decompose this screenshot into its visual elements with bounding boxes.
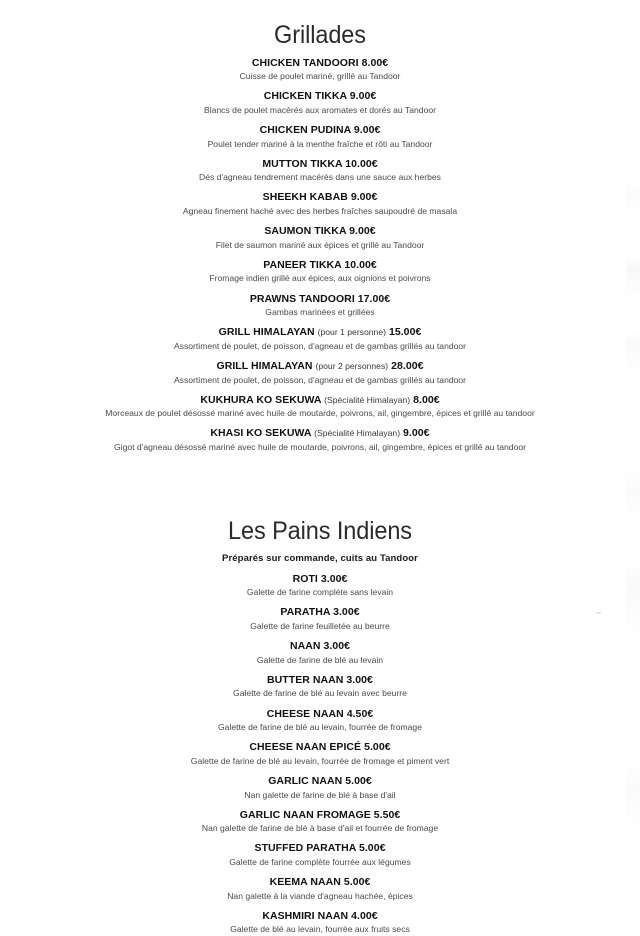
- menu-item-price: 5.00€: [345, 774, 372, 787]
- menu-item: [0, 259, 640, 285]
- menu-item-name: SAUMON TIKKA: [264, 225, 347, 238]
- menu-item-price: 9.00€: [349, 90, 377, 103]
- menu-item-heading: [0, 158, 640, 171]
- menu-item: [0, 57, 640, 83]
- menu-item-description: Poulet tender mariné à la menthe fraîche et rôti au Tandoor: [207, 138, 433, 149]
- menu-item-heading: [0, 606, 640, 619]
- menu-item-qualifier: (pour 2 personnes): [315, 360, 389, 371]
- menu-item-qualifier: (pour 1 personne): [317, 327, 386, 338]
- menu-item-name: NAAN: [289, 640, 321, 653]
- menu-item-price: 5.00€: [358, 842, 386, 855]
- menu-item-name: CHEESE NAAN: [266, 707, 344, 720]
- menu-item-heading: [0, 326, 640, 339]
- menu-item-price: 3.00€: [333, 606, 360, 619]
- menu-item-description: Gambas marinées et grillées: [265, 307, 375, 318]
- menu-item-description: Gigot d'agneau désossé mariné avec huile de moutarde, poivrons, ail, gingembre, épices et grillé au tandoor: [113, 442, 526, 453]
- menu-item-price: 28.00€: [391, 359, 424, 372]
- menu-item-description: Agneau finement haché avec des herbes fraîches saupoudré de masala: [182, 206, 458, 216]
- menu-item-description: Blancs de poulet macérés aux aromates et dorés au Tandoor: [203, 104, 436, 115]
- menu-item-name: SHEEKH KABAB: [262, 191, 348, 204]
- menu-item-list-grillades: [0, 57, 640, 454]
- menu-item-description: Nan galette de farine de blé à base d'ail et fourrée de fromage: [201, 823, 439, 834]
- menu-item-price: 5.00€: [343, 876, 371, 889]
- menu-item: [0, 573, 640, 599]
- menu-item-price: 9.00€: [350, 191, 378, 204]
- menu-item-heading: [0, 225, 640, 238]
- menu-item-name: PARATHA: [280, 606, 331, 619]
- menu-item-heading: [0, 573, 640, 586]
- menu-item: [0, 741, 640, 767]
- menu-item-heading: [0, 809, 640, 822]
- menu-section-pains-indiens: [0, 461, 640, 936]
- menu-item-description: Assortiment de poulet, de poisson, d'agneau et de gambas grillés au tandoor: [173, 340, 467, 351]
- menu-item-heading: [0, 259, 640, 272]
- menu-item-name: MUTTON TIKKA: [262, 157, 343, 170]
- menu-item-price: 3.00€: [346, 673, 373, 686]
- menu-item-name: GARLIC NAAN FROMAGE: [239, 808, 371, 821]
- menu-item-heading: [0, 741, 640, 754]
- menu-item: [0, 394, 640, 420]
- menu-item: [0, 640, 640, 666]
- menu-item-price: 5.00€: [364, 741, 391, 754]
- menu-item-description: Nan galette de farine de blé à base d'ail: [244, 789, 396, 800]
- menu-item-description: Galette de farine de blé au levain: [256, 654, 384, 665]
- menu-item-price: 8.00€: [361, 56, 389, 69]
- menu-item-price: 8.00€: [413, 393, 440, 406]
- menu-item-name: CHEESE NAAN EPICÉ: [249, 741, 362, 754]
- menu-item-price: 10.00€: [344, 258, 377, 271]
- menu-item: [0, 809, 640, 835]
- menu-item-price: 15.00€: [388, 326, 422, 339]
- menu-item-heading: [0, 674, 640, 687]
- menu-item-heading: [0, 775, 640, 788]
- section-title-grillades: Grillades: [274, 21, 366, 49]
- menu-item-name: KASHMIRI NAAN: [262, 909, 349, 922]
- menu-item: [0, 775, 640, 801]
- menu-item-heading: [0, 57, 640, 70]
- menu-item-heading: [0, 640, 640, 653]
- menu-item-description: Fromage indien grillé aux épices, aux oignions et poivrons: [209, 273, 431, 284]
- menu-item-name: CHICKEN PUDINA: [259, 123, 351, 136]
- menu-item-heading: [0, 910, 640, 923]
- menu-item-price: 5.50€: [373, 808, 401, 821]
- menu-item-qualifier: (Spécialité Himalayan): [324, 394, 411, 405]
- section-title-pains-indiens: Les Pains Indiens: [228, 517, 412, 546]
- menu-item-heading: [0, 708, 640, 721]
- menu-item: [0, 606, 640, 632]
- menu-item: [0, 293, 640, 319]
- menu-item: [0, 910, 640, 936]
- menu-item-name: BUTTER NAAN: [267, 673, 344, 686]
- menu-item-name: KEEMA NAAN: [269, 876, 341, 889]
- menu-item-list-pains-indiens: [0, 573, 640, 936]
- menu-item: [0, 191, 640, 217]
- menu-item-name: GRILL HIMALAYAN: [218, 326, 315, 339]
- section-subtitle-pains-indiens: Préparés sur commande, cuits au Tandoor: [222, 552, 418, 564]
- menu-item-heading: [0, 191, 640, 204]
- menu-item-name: STUFFED PARATHA: [254, 842, 356, 855]
- menu-item-description: Assortiment de poulet, de poisson, d'agneau et de gambas grillés au tandoor: [173, 374, 467, 385]
- menu-item: [0, 225, 640, 251]
- menu-item-heading: [0, 394, 640, 407]
- menu-item-price: 17.00€: [357, 292, 391, 305]
- menu-item-heading: [0, 124, 640, 137]
- menu-item-heading: [0, 427, 640, 440]
- menu-item: [0, 326, 640, 352]
- menu-item-name: CHICKEN TIKKA: [263, 90, 347, 103]
- menu-item-description: Galette de farine de blé au levain avec beurre: [233, 688, 407, 699]
- menu-item-description: Nan galette à la viande d'agneau hachée, épices: [227, 890, 413, 901]
- menu-item-description: Filet de saumon mariné aux épices et grillé au Tandoor: [215, 239, 425, 250]
- menu-item-name: PANEER TIKKA: [263, 258, 342, 271]
- menu-item-price: 4.50€: [346, 707, 374, 720]
- menu-item-name: CHICKEN TANDOORI: [251, 56, 359, 69]
- menu-item-name: GRILL HIMALAYAN: [216, 359, 313, 372]
- menu-item-price: 9.00€: [403, 427, 430, 440]
- menu-item-name: ROTI: [292, 572, 318, 585]
- menu-item-heading: [0, 360, 640, 373]
- menu-item-description: Cuisse de poulet mariné, grillé au Tandoor: [239, 71, 401, 82]
- menu-item: [0, 708, 640, 734]
- menu-item-name: KUKHURA KO SEKUWA: [200, 393, 322, 406]
- menu-item-description: Galette de farine complète fourrée aux légumes: [229, 857, 411, 867]
- menu-item: [0, 158, 640, 184]
- menu-item-price: 3.00€: [323, 640, 351, 653]
- menu-item: [0, 427, 640, 453]
- menu-item-heading: [0, 876, 640, 889]
- menu-item: [0, 124, 640, 150]
- menu-item-description: Dés d'agneau tendrement macérés dans une sauce aux herbes: [199, 172, 441, 183]
- menu-item-price: 9.00€: [353, 123, 381, 136]
- menu-item: [0, 876, 640, 902]
- menu-item: [0, 360, 640, 386]
- menu-item-heading: [0, 90, 640, 103]
- menu-item-price: 4.00€: [351, 909, 378, 922]
- menu-item-name: KHASI KO SEKUWA: [210, 427, 312, 440]
- menu-item-description: Morceaux de poulet désossé mariné avec huile de moutarde, poivrons, ail, gingembre, épices et grillé au tandoor: [105, 408, 535, 419]
- menu-item-description: Galette de farine feuilletée au beurre: [250, 620, 390, 631]
- menu-item-price: 3.00€: [320, 572, 348, 585]
- menu-item-description: Galette de farine de blé au levain, fourrée de fromage: [218, 722, 422, 733]
- menu-item-price: 10.00€: [345, 157, 378, 170]
- menu-item-qualifier: (Spécialité Himalayan): [314, 428, 401, 439]
- menu-item-name: PRAWNS TANDOORI: [249, 292, 355, 305]
- menu-item-price: 9.00€: [349, 225, 376, 238]
- menu-item: [0, 674, 640, 700]
- menu-section-grillades: [0, 0, 640, 454]
- menu-item-description: Galette de farine de blé au levain, fourrée de fromage et piment vert: [190, 755, 450, 766]
- menu-item-heading: [0, 293, 640, 306]
- menu-item-name: GARLIC NAAN: [268, 774, 343, 787]
- menu-item: [0, 90, 640, 116]
- menu-item-heading: [0, 842, 640, 855]
- menu-item: [0, 842, 640, 868]
- menu-item-description: Galette de farine complète sans levain: [246, 587, 394, 598]
- menu-item-description: Galette de blé au levain, fourrée aux fruits secs: [230, 924, 410, 935]
